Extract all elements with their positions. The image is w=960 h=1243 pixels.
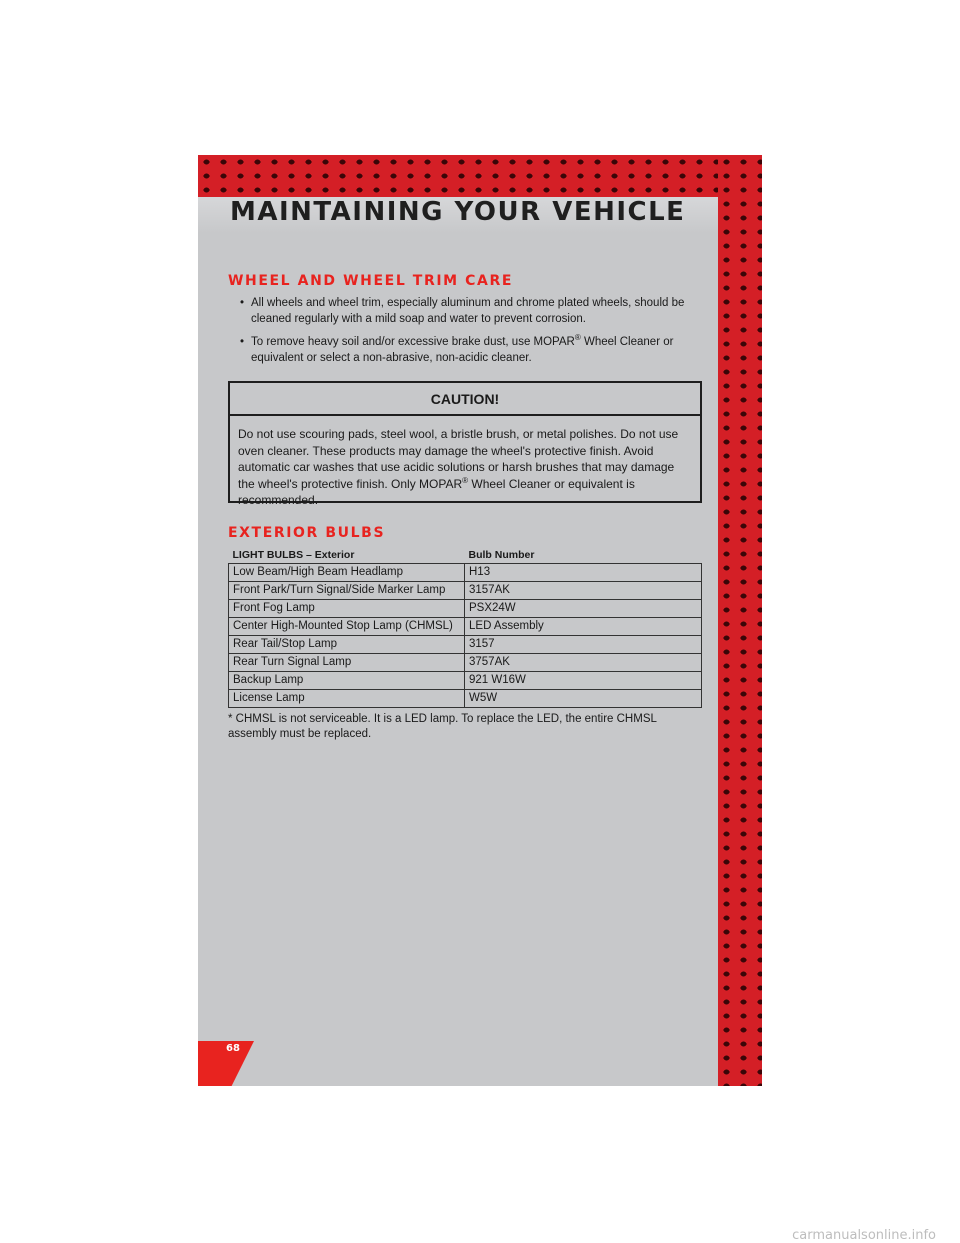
page-title: MAINTAINING YOUR VEHICLE (230, 197, 686, 227)
bulb-number-cell: 3157AK (465, 582, 702, 600)
lamp-name-cell: Rear Tail/Stop Lamp (229, 636, 465, 654)
caution-body: Do not use scouring pads, steel wool, a bristle brush, or metal polishes. Do not use oven cleaner. These products may damage the wheel's protective finish. Avoid automatic car washes that use acidic solutions or harsh brushes that may damage the wheel's protective finish. Only MOPAR® Wheel Cleaner or equivalent is recommended. (238, 427, 679, 507)
wheel-care-list (228, 295, 706, 366)
caution-title: CAUTION! (230, 383, 700, 416)
chmsl-footnote: * CHMSL is not serviceable. It is a LED lamp. To replace the LED, the entire CHMSL assembly must be replaced. (228, 713, 657, 740)
lamp-name-cell: License Lamp (229, 690, 465, 708)
list-item: • All wheels and wheel trim, especially aluminum and chrome plated wheels, should be cleaned regularly with a mild soap and water to prevent corrosion. (228, 295, 706, 327)
lamp-name-cell: Rear Turn Signal Lamp (229, 654, 465, 672)
page-number: 68 (226, 1043, 240, 1054)
lamp-name-cell: Backup Lamp (229, 672, 465, 690)
table-row (229, 636, 702, 654)
table-row (229, 690, 702, 708)
bulb-number-cell: 3757AK (465, 654, 702, 672)
lamp-name-cell: Center High-Mounted Stop Lamp (CHMSL) (229, 618, 465, 636)
bulb-number-cell: 921 W16W (465, 672, 702, 690)
exterior-bulbs-section (228, 525, 706, 742)
bulb-number-cell: H13 (465, 564, 702, 582)
bulb-number-cell: W5W (465, 690, 702, 708)
column-header-bulb-number: Bulb Number (465, 547, 702, 564)
table-row (229, 618, 702, 636)
table-row (229, 582, 702, 600)
page-content (228, 273, 706, 754)
bulb-table (228, 547, 702, 708)
caution-box (228, 381, 702, 507)
registered-mark: ® (462, 475, 469, 485)
manual-page (198, 155, 762, 1086)
watermark: carmanualsonline.info (792, 1228, 936, 1243)
lamp-name-cell: Front Park/Turn Signal/Side Marker Lamp (229, 582, 465, 600)
lamp-name-cell: Low Beam/High Beam Headlamp (229, 564, 465, 582)
table-row (229, 654, 702, 672)
bulb-number-cell: LED Assembly (465, 618, 702, 636)
bulb-number-cell: PSX24W (465, 600, 702, 618)
registered-mark: ® (574, 333, 581, 343)
column-header-light-bulbs: LIGHT BULBS – Exterior (229, 547, 465, 564)
table-row (229, 564, 702, 582)
table-row (229, 672, 702, 690)
wheel-care-heading: WHEEL AND WHEEL TRIM CARE (228, 273, 514, 289)
list-item: • To remove heavy soil and/or excessive brake dust, use MOPAR® Wheel Cleaner or equivalent or select a non-abrasive, non-acidic cleaner. (228, 334, 706, 366)
bulb-number-cell: 3157 (465, 636, 702, 654)
exterior-bulbs-heading: EXTERIOR BULBS (228, 525, 386, 541)
table-header-row (229, 547, 702, 564)
perforated-right-band (718, 155, 762, 1086)
perforated-top-band (198, 155, 762, 197)
table-row (229, 600, 702, 618)
lamp-name-cell: Front Fog Lamp (229, 600, 465, 618)
